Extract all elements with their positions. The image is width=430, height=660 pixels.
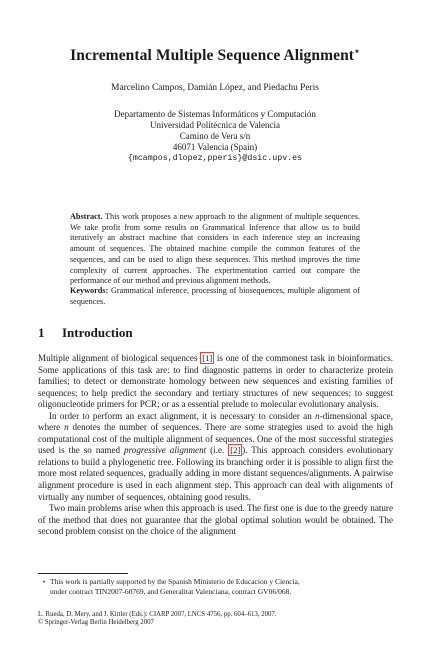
section-number: 1: [38, 325, 45, 340]
footnote: [38, 577, 393, 596]
keywords: [70, 286, 360, 307]
affiliation-line: Camino de Vera s/n: [179, 131, 251, 142]
colophon-line: L. Rueda, D. Mery, and J. Kittler (Eds.): CIARP 2007, LNCS 4756, pp. 604–613, 2007.: [38, 611, 277, 618]
paper-title: [0, 46, 430, 65]
colophon: [38, 611, 393, 628]
copyright-line: © Springer-Verlag Berlin Heidelberg 2007: [38, 619, 154, 627]
author-list: Marcelino Campos, Damián López, and Piedachu Peris: [111, 83, 319, 93]
body-text: [38, 353, 393, 538]
keywords-label: Keywords:: [70, 286, 109, 295]
section-title: Introduction: [62, 325, 133, 340]
affiliation-block: [0, 109, 430, 164]
footnote-rule: [38, 573, 128, 574]
text-run: -dimensional space, where: [38, 410, 393, 433]
footnote-line: [38, 577, 393, 587]
text-run: denotes the number of sequences. There are some strategies used to avoid the high computational cost of the multiple alignment of sequences. One of the most successful strategies used is the so named: [38, 422, 393, 456]
footnote-text: This work is partially supported by the Spanish Ministerio de Educacion y Ciencia,: [50, 577, 300, 586]
citation-link[interactable]: [2]: [230, 445, 241, 456]
abstract-label: Abstract.: [70, 212, 103, 221]
text-run: is one of the commonest task in bioinformatics. Some applications of this task are: to find diagnostic patterns in order to characterize protein families; to detect or demonstrate homology between new sequences and existing families of sequences; to help predict the secondary and tertiary structures of new sequences; to suggest oligonucleotide primers for PCR; or as a essential prelude to molecular evolutionary analysis.: [38, 353, 393, 410]
text-run: ). This approach considers evolutionary relations to build a phylogenetic tree. Following its branching order it is possible to align first the more most related sequences, gradually adding in more distant sequences/alignments. A pairwise alignment procedure is used in each alignment step. This approach can deal with alignments of virtually any number of sequences, obtaining good results.: [38, 445, 394, 502]
affiliation-line: Universidad Politécnica de Valencia: [149, 120, 281, 131]
abstract: [70, 212, 360, 287]
math-var: n: [315, 410, 320, 421]
footnote-mark: ⋆: [41, 577, 47, 586]
paragraph: [38, 353, 393, 411]
paragraph: Two main problems arise when this approach is used. The first one is due to the greedy nature of the method that does not guarantee that the global optimal solution would be obtained. The second problem consist on the choice of the alignment: [38, 503, 393, 537]
emphasis-text: progressive alignment: [124, 445, 207, 456]
math-var: n: [64, 422, 69, 433]
footnote-text: under contract TIN2007-60769, and Generalitat Valenciana, contract GV06/068.: [50, 586, 292, 596]
keywords-text: Grammatical inference, processing of biosequences, multiple alignment of sequences.: [70, 286, 361, 306]
affiliation-line: Departamento de Sistemas Informáticos y Computación: [114, 109, 316, 119]
section-heading: [38, 325, 133, 341]
text-run: In order to perform an exact alignment, it is necessary to consider an: [49, 410, 316, 421]
title-footnote-mark: ⋆: [354, 46, 360, 56]
paragraph: [38, 411, 393, 503]
abstract-text: This work proposes a new approach to the alignment of multiple sequences. We take profit from some results on Grammatical Inference that allow us to build iteratively an abstract machine that considers in each inference step an increasing amount of sequences. The obtained machine compile the common features of the sequences, and can be used to align these sequences. This method improves the time complexity of current approaches. The experimentation carried out compare the performance of our method and previous alignment methods.: [70, 212, 360, 286]
text-run: Multiple alignment of biological sequences: [38, 353, 201, 363]
title-text: Incremental Multiple Sequence Alignment: [70, 47, 355, 64]
citation-link[interactable]: [1]: [202, 353, 213, 363]
text-run: (i.e.: [206, 445, 229, 456]
author-emails: {mcampos,dlopez,pperis}@dsic.upv.es: [127, 154, 303, 164]
affiliation-line: 46071 Valencia (Spain): [172, 142, 258, 153]
